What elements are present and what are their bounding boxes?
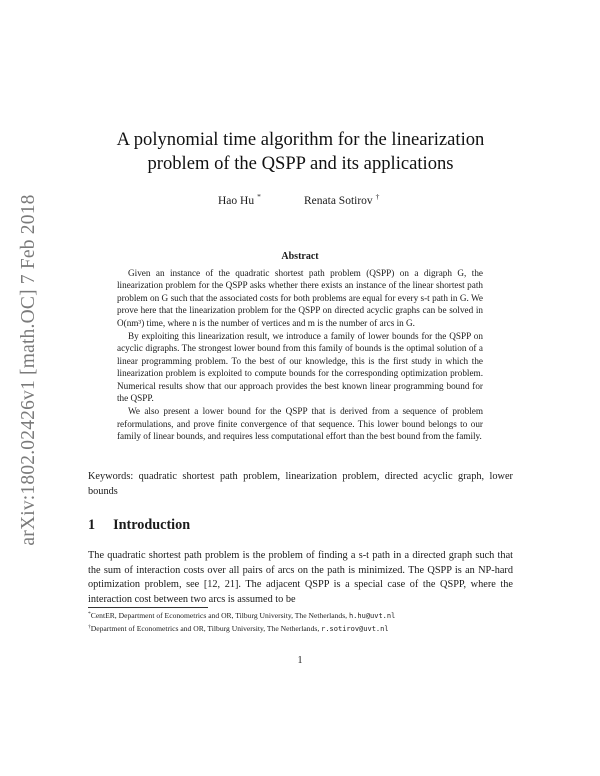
arxiv-identifier-stamp <box>8 180 50 560</box>
abstract-paragraph-3: We also present a lower bound for the QSPP that is derived from a sequence of problem reformulations, and prove finite convergence of that sequence. This lower bound belongs to our family of linear bounds, and requires less computational effort than the best bound from the family. <box>117 406 483 442</box>
section-title: Introduction <box>113 517 191 533</box>
footnote-2 <box>88 622 513 635</box>
section-heading <box>88 517 190 534</box>
paper-title: A polynomial time algorithm for the linearization problem of the QSPP and its applications <box>116 129 485 174</box>
keywords: Keywords: quadratic shortest path problem, linearization problem, directed acyclic graph, lower bounds <box>88 471 513 497</box>
arxiv-id-text: arXiv:1802.02426v1 [math.OC] 7 Feb 2018 <box>18 194 39 546</box>
author-1-mark: * <box>257 192 261 201</box>
footnote-2-email[interactable]: r.sotirov@uvt.nl <box>321 624 389 633</box>
footnotes <box>88 609 513 634</box>
section-number: 1 <box>88 517 96 533</box>
author-2 <box>304 192 379 207</box>
footnote-2-mark: † <box>88 623 91 630</box>
footnote-2-text: Department of Econometrics and OR, Tilburg University, The Netherlands, <box>90 623 322 633</box>
abstract-body <box>117 267 483 444</box>
abstract-paragraph-2: By exploiting this linearization result, we introduce a family of lower bounds for the QSPP on acyclic digraphs. The strongest lower bound from this family of bounds is the optimal solution of a linear programming problem. To the best of our knowledge, this is the first study in which the linearization problem is exploited to compute bounds for the corresponding optimization problem. Numerical results show that our approach provides the best known linear programming bound for the QSPP. <box>117 331 483 404</box>
intro-paragraph: The quadratic shortest path problem is the problem of finding a s-t path in a directed graph such that the sum of interaction costs over all pairs of arcs on the path is minimized. The QSPP is an NP-hard optimization problem, see [12, 21]. The adjacent QSPP is a special case of the QSPP, where the interaction cost between two arcs is assumed to be <box>88 550 513 605</box>
author-2-mark: † <box>375 192 380 201</box>
footnote-divider <box>88 607 208 608</box>
author-2-name: Renata Sotirov <box>304 195 373 207</box>
footnote-1 <box>88 609 513 622</box>
introduction-body <box>88 549 513 607</box>
footnote-1-text: CentER, Department of Econometrics and OR, Tilburg University, The Netherlands, <box>90 611 349 620</box>
author-1-name: Hao Hu <box>218 195 255 207</box>
footnote-1-mark: * <box>88 611 91 617</box>
author-1 <box>218 192 261 207</box>
abstract-paragraph-1: Given an instance of the quadratic shortest path problem (QSPP) on a digraph G, the linearization problem for the QSPP asks whether there exists an instance of the linear shortest path problem on G such that the associated costs for both problems are equal for every s-t path in G. We prove here that the linearization problem for the QSPP on directed acyclic graphs can be solved in O(nm³) time, where n is the number of vertices and m is the number of arcs in G. <box>117 268 483 328</box>
footnote-1-email[interactable]: h.hu@uvt.nl <box>348 612 396 620</box>
abstract-heading: Abstract <box>281 251 319 262</box>
page-number: 1 <box>297 655 303 666</box>
